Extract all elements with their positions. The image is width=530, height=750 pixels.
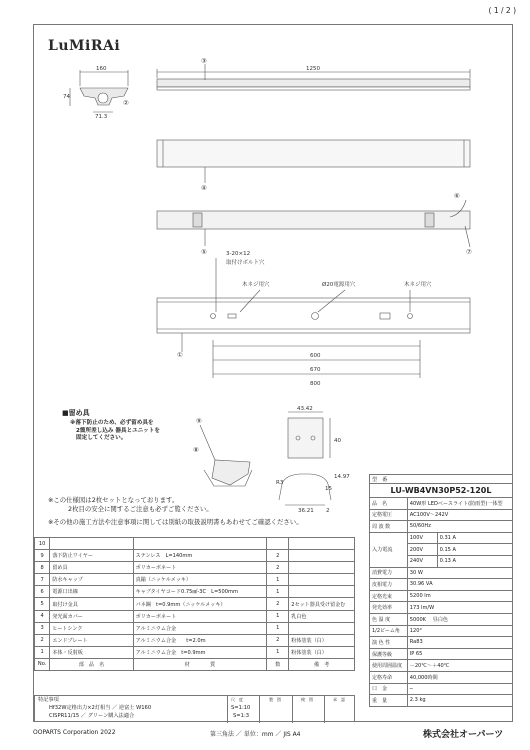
part-note: 粉体塗装（白） — [289, 646, 355, 658]
callout-9: ⑨ — [196, 417, 202, 425]
spec-row — [370, 521, 513, 533]
parts-header-row — [35, 658, 355, 670]
label-bolt-hole-spec: 3-20×12 — [226, 251, 251, 257]
part-name: 落下防止ワイヤー — [50, 550, 133, 562]
box-label-approve: 承 認 — [333, 697, 345, 702]
header-note: 備 考 — [289, 658, 355, 670]
dim-length: 1250 — [306, 66, 320, 72]
part-qty: 2 — [267, 550, 289, 562]
spec-row — [370, 613, 513, 625]
bottom-view-drawing — [157, 200, 470, 247]
spec-key: 皮相電力 — [370, 579, 408, 591]
part-material: アルミニウム合金 — [133, 622, 267, 634]
parts-row — [35, 646, 355, 658]
callout-4: ④ — [201, 184, 207, 192]
scale-1: S=1:10 — [231, 705, 251, 711]
spec-input-voltage: 100V — [407, 532, 437, 544]
spec-key: 品 名 — [370, 498, 408, 510]
part-name: 取付け金具 — [50, 598, 133, 610]
fixing-note — [62, 408, 160, 443]
fixing-line-2: 2箇所差し込み 器具とユニットを — [76, 427, 160, 434]
fixing-line-3: 固定してください。 — [76, 435, 127, 442]
spec-input-row — [370, 532, 513, 544]
part-no: 6 — [35, 586, 50, 598]
parts-row — [35, 562, 355, 574]
spec-model: LU-WB4VN30P52-120L — [370, 484, 513, 498]
spec-input-current: 0.31 A — [437, 532, 512, 544]
spec-value: 50/60Hz — [407, 521, 512, 533]
dim-800: 800 — [310, 381, 321, 387]
dim-end-height: 74 — [63, 94, 70, 100]
spec-value: IP 65 — [407, 648, 512, 660]
parts-row — [35, 610, 355, 622]
part-qty: 2 — [267, 634, 289, 646]
parts-row — [35, 634, 355, 646]
part-material: ステンレス L=140mm — [133, 550, 267, 562]
header-no: No. — [35, 658, 50, 670]
callout-5: ⑤ — [201, 248, 207, 256]
special-label: 特記事項 — [38, 697, 59, 703]
callout-3: ③ — [201, 57, 207, 65]
part-no: 10 — [35, 538, 50, 550]
spec-value: Ra83 — [407, 637, 512, 649]
spec-key: 消費電力 — [370, 567, 408, 579]
spec-value: －20℃〜＋40℃ — [407, 660, 512, 672]
general-notes — [48, 497, 303, 525]
spec-table — [369, 474, 513, 707]
parts-row — [35, 574, 355, 586]
scale-label: 尺 度 — [231, 697, 243, 702]
part-note — [289, 574, 355, 586]
spec-key: 定格寿命 — [370, 671, 408, 683]
footer-company-en: OOPARTS Corporation 2022 — [33, 729, 116, 736]
part-name: 発光面カバー — [50, 610, 133, 622]
spec-row — [370, 590, 513, 602]
spec-row — [370, 579, 513, 591]
spec-value: AC100V〜242V — [407, 509, 512, 521]
spec-value: 120° — [407, 625, 512, 637]
end-view-drawing — [70, 70, 128, 112]
spec-key: 重 量 — [370, 695, 408, 707]
part-note: 粉体塗装（白） — [289, 634, 355, 646]
scale-2: S=1:3 — [233, 713, 249, 719]
part-note — [289, 586, 355, 598]
part-no: 8 — [35, 562, 50, 574]
part-no: 5 — [35, 598, 50, 610]
spec-key: 口 金 — [370, 683, 408, 695]
spec-row — [370, 509, 513, 521]
part-no: 2 — [35, 634, 50, 646]
dim-fix-width: 43.42 — [297, 406, 313, 412]
parts-row — [35, 550, 355, 562]
dim-fix-height2: 14.97 — [334, 474, 350, 480]
note-3: ※その他の施工方法や注意事項に関しては別紙の取扱説明書もあわせてご確認ください。 — [48, 517, 303, 526]
dim-fix-height: 40 — [334, 438, 341, 444]
part-material: バネ鋼 t=0.9mm（ニッケルメッキ） — [133, 598, 267, 610]
spec-row — [370, 695, 513, 707]
spec-value: 5200 lm — [407, 590, 512, 602]
spec-value: 30 W — [407, 567, 512, 579]
spec-key: 色 温 度 — [370, 613, 408, 625]
spec-value: 173 lm/W — [407, 602, 512, 614]
part-name — [50, 538, 133, 550]
special-notes-box — [34, 695, 355, 722]
part-name: 本体・反射板 — [50, 646, 133, 658]
part-material — [133, 538, 267, 550]
part-material: ポリカーボネート — [133, 562, 267, 574]
part-note — [289, 550, 355, 562]
part-qty: 1 — [267, 574, 289, 586]
box-label-draft: 製 図 — [269, 697, 281, 702]
spec-row — [370, 637, 513, 649]
spec-input-current: 0.13 A — [437, 555, 512, 567]
part-material: アルミニウム合金 t=0.9mm — [133, 646, 267, 658]
spec-key: 使用周囲温度 — [370, 660, 408, 672]
spec-input-current: 0.15 A — [437, 544, 512, 556]
parts-table — [34, 537, 355, 671]
spec-model-label: 型 番 — [370, 475, 513, 484]
spec-value: 2.3 kg — [407, 695, 512, 707]
parts-row — [35, 538, 355, 550]
spec-row — [370, 660, 513, 672]
clip-detail-drawing — [200, 412, 331, 505]
dim-fix-radius: R3 — [276, 480, 284, 486]
callout-7: ⑦ — [466, 248, 472, 256]
part-qty: 1 — [267, 622, 289, 634]
part-material: ポリカーボネート — [133, 610, 267, 622]
part-name: 防水キャップ — [50, 574, 133, 586]
parts-row — [35, 586, 355, 598]
footer-company-jp: 株式会社オーパーツ — [423, 730, 504, 740]
label-screw-hole-right: 木ネジ用穴 — [404, 282, 432, 288]
special-line-1: Hf32W定格出力×2灯相当 ／ 逆富士 W160 — [49, 705, 152, 711]
header-name: 部 品 名 — [50, 658, 133, 670]
mounting-view-drawing — [157, 258, 470, 378]
spec-row — [370, 498, 513, 510]
part-note — [289, 562, 355, 574]
note-2: 2枚目の安全に関するご注意も必ずご覧ください。 — [68, 505, 213, 514]
fixing-lines — [70, 420, 160, 443]
part-no: 9 — [35, 550, 50, 562]
callout-1: ① — [177, 351, 183, 359]
parts-row — [35, 598, 355, 610]
spec-input-voltage: 200V — [407, 544, 437, 556]
spec-row — [370, 683, 513, 695]
part-qty: 1 — [267, 586, 289, 598]
page-number: ( 1 / 2 ) — [488, 6, 516, 15]
spec-key: 周 波 数 — [370, 521, 408, 533]
spec-input-label: 入力電流 — [370, 532, 408, 567]
fixing-line-1: ※落下防止のため、必ず留め具を — [70, 420, 154, 426]
part-material: アルミニウム合金 t=2.0m — [133, 634, 267, 646]
part-name: エンドプレート — [50, 634, 133, 646]
spec-key: 定格電圧 — [370, 509, 408, 521]
label-power-hole: Ø20電源用穴 — [322, 282, 356, 288]
callout-8: ⑧ — [193, 446, 199, 454]
spec-row — [370, 567, 513, 579]
part-qty: 2 — [267, 562, 289, 574]
part-qty — [267, 538, 289, 550]
part-no: 4 — [35, 610, 50, 622]
spec-key: 発光効率 — [370, 602, 408, 614]
note-1: ※この仕様図は2枚セットとなっております。 — [48, 496, 179, 504]
callout-2: ② — [123, 99, 129, 107]
footer-projection-unit: 第三角法 ／ 単位：mm ／ JIS A4 — [210, 731, 301, 738]
part-note: 2セット器具受け留金む — [289, 598, 355, 610]
spec-key: 保護等級 — [370, 648, 408, 660]
part-name: 電源口出線 — [50, 586, 133, 598]
spec-value: ─ — [407, 683, 512, 695]
spec-row — [370, 671, 513, 683]
dim-fix-length: 36.21 — [298, 508, 314, 514]
part-note: 乳白色 — [289, 610, 355, 622]
spec-value: 5000K 昼白色 — [407, 613, 512, 625]
box-label-check: 検 図 — [301, 697, 313, 702]
label-bolt-hole: 取付けボルト穴 — [226, 260, 265, 266]
spec-row — [370, 602, 513, 614]
fixing-title: ■留め具 — [62, 409, 90, 417]
part-no: 1 — [35, 646, 50, 658]
part-name: ヒートシンク — [50, 622, 133, 634]
part-qty: 1 — [267, 610, 289, 622]
spec-value: 30.96 VA — [407, 579, 512, 591]
callout-6: ⑥ — [454, 192, 460, 200]
part-name: 留め具 — [50, 562, 133, 574]
spec-row — [370, 625, 513, 637]
part-no: 7 — [35, 574, 50, 586]
cover-view-drawing — [157, 140, 470, 183]
part-qty: 1 — [267, 646, 289, 658]
spec-input-voltage: 240V — [407, 555, 437, 567]
dim-end-inner: 71.3 — [95, 114, 108, 120]
part-note — [289, 538, 355, 550]
header-qty: 数 — [267, 658, 289, 670]
dim-fix-gap: 2 — [326, 508, 330, 514]
dim-end-width: 160 — [96, 66, 107, 72]
spec-key: 1/2ビーム角 — [370, 625, 408, 637]
parts-row — [35, 622, 355, 634]
spec-value: 40,000時間 — [407, 671, 512, 683]
spec-key: 定格光束 — [370, 590, 408, 602]
part-material: キャブタイヤコード0.75㎟-3C L=500mm — [133, 586, 267, 598]
dim-fix-height3: 15 — [325, 486, 332, 492]
part-material: 真鍮（ニッケルメッキ） — [133, 574, 267, 586]
label-screw-hole-left: 木ネジ用穴 — [242, 282, 270, 288]
header-material: 材 質 — [133, 658, 267, 670]
part-note — [289, 622, 355, 634]
dim-600: 600 — [310, 353, 321, 359]
dim-670: 670 — [310, 367, 321, 373]
spec-row — [370, 648, 513, 660]
spec-value: 40W形 LEDベースライト(防雨型)一体型 — [407, 498, 512, 510]
brand-logo: LuMiRAi — [48, 38, 121, 54]
special-line-2: CISPR11/15 ／ グリーン購入法適合 — [49, 713, 135, 719]
part-qty: 2 — [267, 598, 289, 610]
part-no: 3 — [35, 622, 50, 634]
spec-key: 演 色 性 — [370, 637, 408, 649]
